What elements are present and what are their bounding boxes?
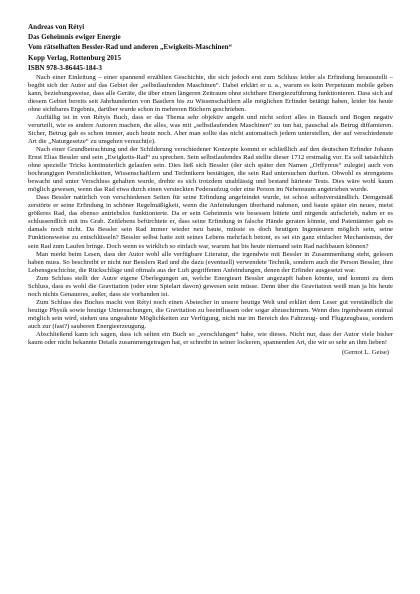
book-subtitle: Vom rätselhaften Bessler-Rad und anderen „Ewigkeits-Maschinen“ [28,43,233,52]
book-isbn: ISBN 978-3-86445-184-3 [28,63,102,72]
review-paragraph: Zum Schluss des Buches macht von Rétyi noch einen Abstecher in unsere heutige Welt und erklärt dem Leser gut verständlich die heutige Physik sowie heutige Untersuchungen, die Gravitation zu beeinflussen oder sogar abzuschirmen. Wenn dies irgendwann einmal möglich sein wird, stehen uns ungeahnte Möglichkeiten zur Verfügung, nicht nur im Bereich des Fahrzeug- und Flugzeugbaus, sondern auch zur (fast?) sauberen Energieerzeugung. [28,298,393,330]
book-author: Andreas von Rétyi [28,23,85,31]
review-paragraph: Man merkt beim Lesen, dass der Autor wohl alle verfügbare Literatur, die irgendwie mit Bessler in Zusammenhang steht, gelesen haben muss. So beschreibt er nicht nur Besslers Rad und die dazu (eventuell) verwendete Technik, sondern auch die Person Bessler, ihre Lebensgeschichte, die Rückschläge und oftmals aus der Luft gegriffenen Anfeindungen, denen der Erfinder ausgesetzt war. [28,250,393,274]
review-paragraph: Auffällig ist in von Rétyis Buch, dass er das Thema sehr objektiv angeht und nicht sofort alles in Bausch und Bogen negativ verurteilt, wie es andere Autoren machen, die alles, was mit „selbstlaufenden Maschinen“ zu tun hat, pauschal als Betrug diffamieren. Sicher, Betrug gab es schon immer, auch heute noch. Aber man sollte das nicht automatisch jedem unterstellen, der auf verschiedenste Art die „Naturgesetze“ zu umgehen versucht(e). [28,113,393,145]
review-paragraph: Nach einer Grundbetrachtung und der Schilderung verschiedener Konzepte kommt er schließlich auf den deutschen Erfinder Johann Ernst Elias Bessler und sein „Ewigkeits-Rad“ zu sprechen. Sein selbstlaufendes Rad stellte dieser 1712 erstmalig vor. Es soll tatsächlich ohne spezielle Tricks kontinuierlich gelaufen sein. Dies ließ sich Bessler (der sich später den Namen „Orffyreus“ zulegte) auch von hochrangigen Persönlichkeiten, Wissenschaftlern und Technikern bestätigen, die sein Rad untersuchen durften. Obwohl es strengstens bewacht und unter Verschluss gehalten wurde, drehte es sich trotzdem unablässig und bestand härteste Tests. Dies wäre wohl kaum möglich gewesen, wenn das Rad etwa durch einen versteckten Federaufzug oder eine Person im Nebenraum angetrieben wurde. [28,145,393,194]
book-title: Das Geheimnis ewiger Energie [28,33,121,42]
review-body [28,74,393,348]
book-publisher: Kopp Verlag, Rottenburg 2015 [28,53,122,62]
reviewer-signature: (Gernot L. Geise) [341,349,389,357]
review-paragraph: Zum Schluss stellt der Autor eigene Überlegungen an, welche Energieart Bessler angezapft haben könnte, und kommt zu dem Schluss, dass es wohl die Gravitation (oder eine Spielart davon) gewesen sein müsse. Denn über die Gravitation weiß man ja bis heute noch nichts Genaueres, außer, dass sie vorhanden ist. [28,274,393,298]
review-paragraph: Abschließend kann ich sagen, dass ich selten ein Buch so „verschlungen“ habe, wie dieses. Nicht nur, dass der Autor viele bisher kaum oder nicht bekannte Details zusammengetragen hat, er schreibt in seiner lockeren, spannenden Art, die wir so sehr an ihm lieben! [28,331,393,347]
review-paragraph: Nach einer Einleitung – einer spannend erzählten Geschichte, die sich jedoch erst zum Schluss leider als Erfindung herausstellt – begibt sich der Autor auf das Gebiet der „selbstlaufenden Maschinen“. Dabei erklärt er u. a., warum es kein Perpetuum mobile geben kann, beziehungsweise, dass alle Geräte, die über einen längeren Zeitraum ohne sichtbare Energiezuführung funktionieren. Dass sich auf diesem Gebiet bereits seit Jahrhunderten von Bastlern bis zu Wissenschaftlern alle möglichen Erfinder betätigt haben, leider bis heute ohne sichtbares Ergebnis, darüber wurde schon in mehreren Büchern geschrieben. [28,73,393,113]
book-header [28,22,393,73]
review-paragraph: Dass Bessler natürlich von verschiedenen Seiten für seine Erfindung angefeindet wurde, ist schon selbstverständlich. Demgemäß zerstörte er seine Erfindung in schöner Regelmäßigkeit, wenn die Anfeindungen überhand nahmen, und baute später ein neues, meist größeres Rad, das ebenso antriebslos funktionierte. Da er sein Geheimnis wie besessen hütete und nirgends aufschrieb, nahm er es schlussendlich mit ins Grab. Zeitlebens befürchtete er, dass seine Erfindung in falsche Hände geraten könnte, und Patentämter gab es damals noch nicht. Da Bessler sein Rad immer wieder neu baute, müsste es doch heutigen Ingenieuren möglich sein, seine Funktionsweise zu entschlüsseln? Bessler selbst hatte zeit seines Lebens mehrfach betont, es sei ein ganz einfacher Mechanismus, der sein Rad zum Laufen bringe. Doch wenn es wirklich so einfach war, warum hat bis heute niemand sein Rad nachbauen können? [28,194,393,250]
